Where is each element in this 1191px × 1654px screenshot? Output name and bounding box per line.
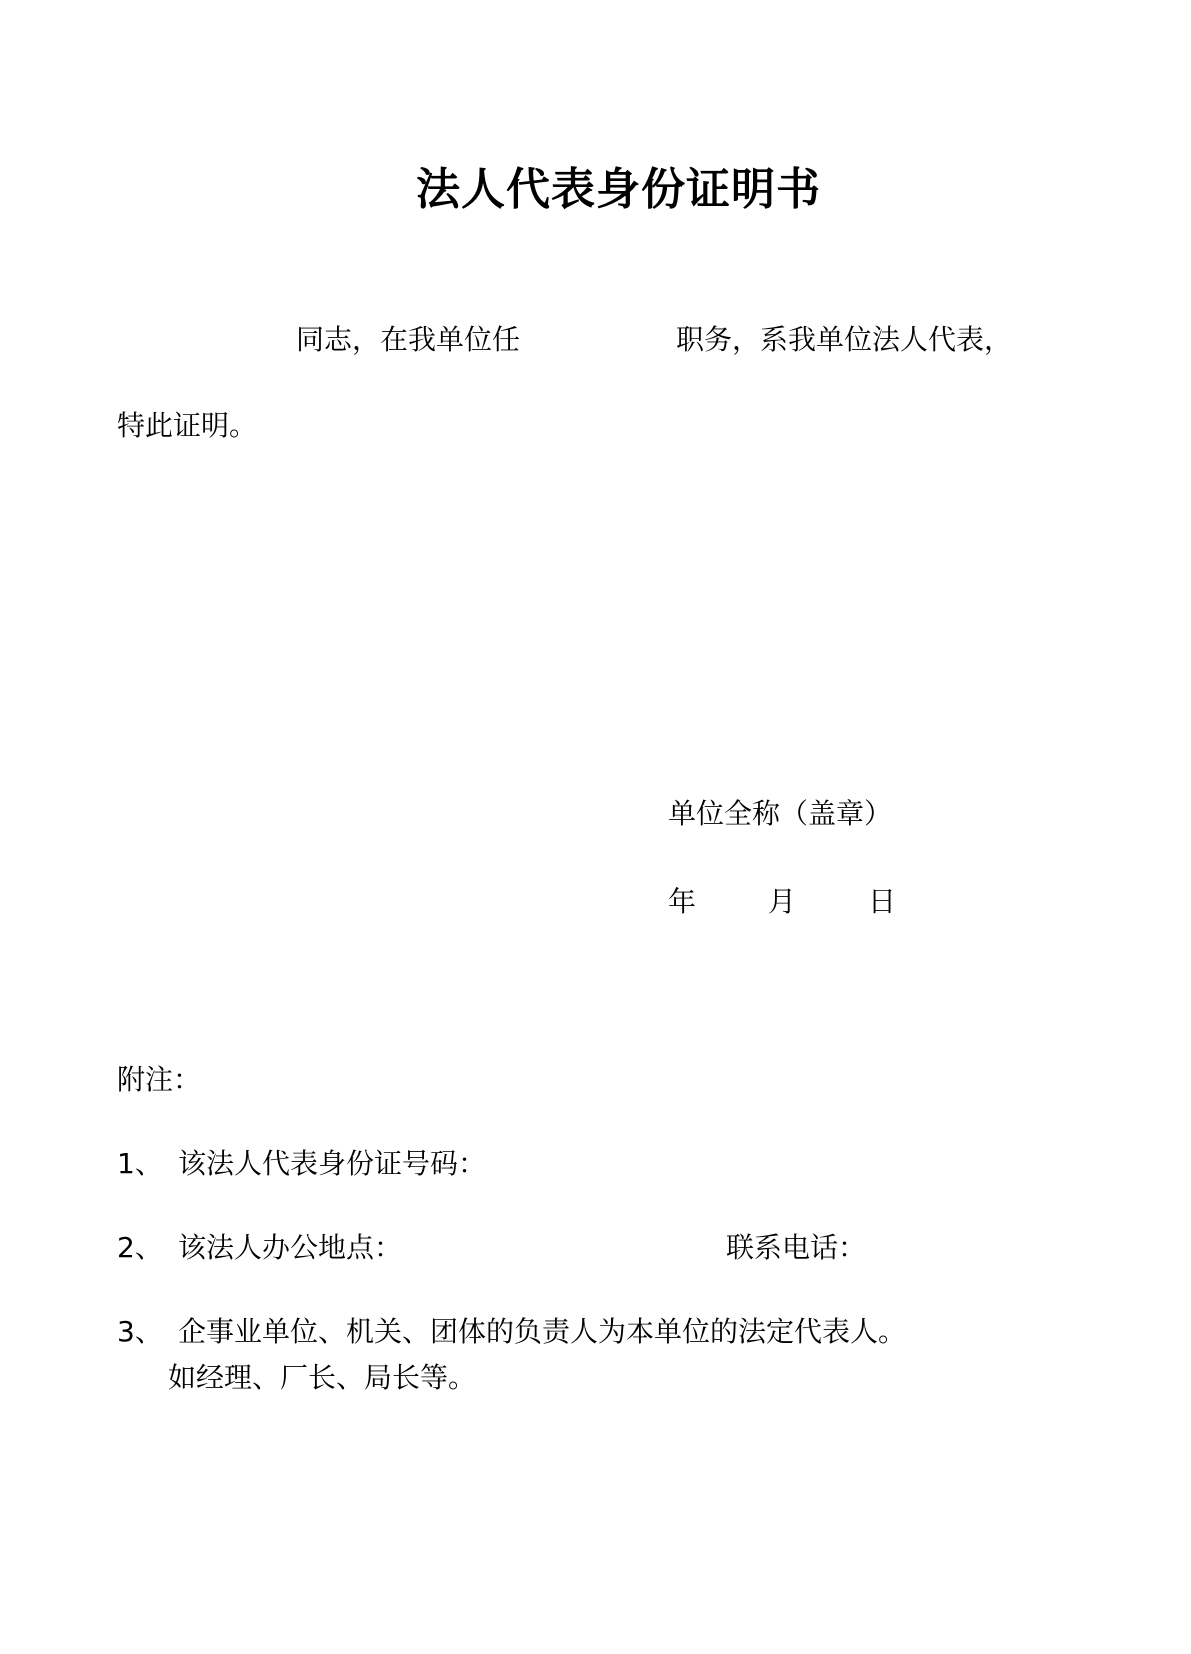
body-line2: 特此证明。 [117, 409, 258, 442]
note-number: 1、 [117, 1147, 163, 1180]
note-phone-label: 联系电话： [726, 1231, 867, 1264]
document-title: 法人代表身份证明书 [416, 164, 821, 215]
date-month-label: 月 [768, 885, 797, 918]
note-text: 企事业单位、机关、团体的负责人为本单位的法定代表人。 [178, 1315, 907, 1348]
date-day-label: 日 [868, 885, 897, 918]
date-year-label: 年 [668, 885, 697, 918]
note-number: 2、 [117, 1231, 163, 1264]
notes-heading: 附注： [117, 1063, 202, 1096]
note-number: 3、 [117, 1315, 163, 1348]
unit-name-label: 单位全称（盖章） [668, 797, 893, 830]
body-line1-part1: 同志，在我单位任 [296, 323, 521, 356]
note-text-continuation: 如经理、厂长、局长等。 [168, 1361, 477, 1394]
note-text: 该法人代表身份证号码： [178, 1147, 487, 1180]
note-text: 该法人办公地点： [178, 1231, 403, 1264]
body-line1-part2: 职务，系我单位法人代表， [676, 323, 1013, 356]
